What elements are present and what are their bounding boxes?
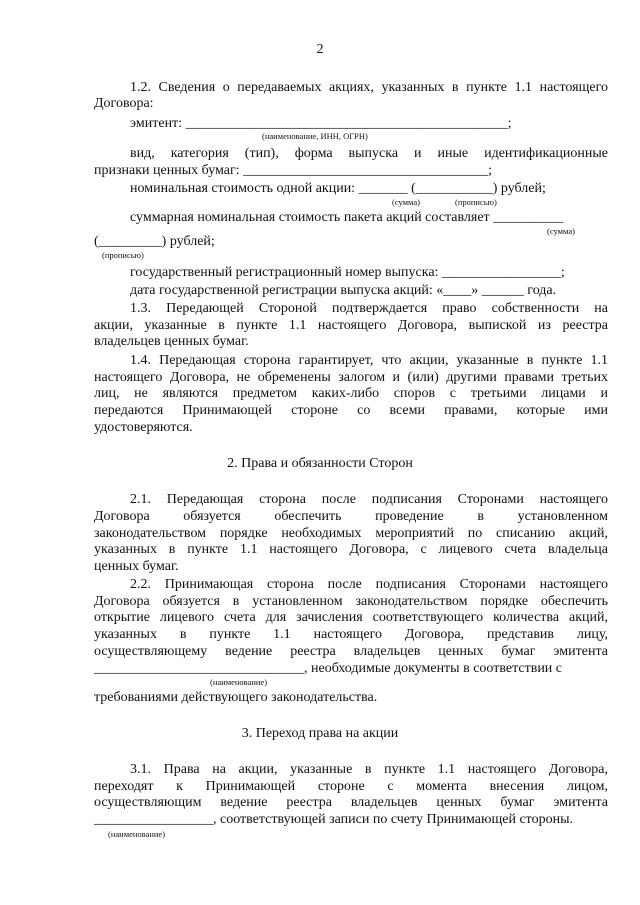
text-line: 1.3. Передающей Стороной подтверждается право собственности на: [130, 301, 608, 316]
text-line: 2.1. Передающая сторона после подписания Сторонами настоящего: [130, 492, 608, 507]
text-line: осуществляющему ведение реестра владельцев ценных бумаг эмитента: [94, 644, 608, 659]
text-line: требованиями действующего законодательства.: [94, 690, 378, 705]
text-line: суммарная номинальная стоимость пакета акций составляет __________: [130, 210, 564, 225]
text-line: Договора обязуется в установленном законодательством порядке обеспечить: [94, 594, 608, 609]
text-line: номинальная стоимость одной акции: _______ (___________) рублей;: [130, 181, 546, 196]
section-heading: 3. Переход права на акции: [241, 726, 399, 741]
text-line: указанных в пункте 1.1 настоящего Договора, с лицевого счета владельца: [94, 542, 608, 557]
text-line: 1.4. Передающая сторона гарантирует, что акции, указанные в пункте 1.1: [130, 353, 608, 368]
text-line: настоящего Договора, не обременены залогом и (или) другими правами третьих: [94, 370, 608, 385]
text-line: лиц, не являются предметом каких-либо споров с третьими лицами и: [94, 386, 608, 401]
text-line: ______________________________, необходимые документы в соответствии с: [94, 661, 563, 676]
text-line: ценных бумаг.: [94, 559, 179, 574]
text-line: владельцев ценных бумаг.: [94, 334, 249, 349]
text-line: указанных в пункте 1.1 настоящего Договора, представив лицу,: [94, 627, 608, 642]
section-heading: 2. Права и обязанности Сторон: [227, 456, 413, 471]
text-line: государственный регистрационный номер выпуска: _________________;: [130, 265, 565, 280]
text-line: осуществляющим ведение реестра владельцев ценных бумаг эмитента: [94, 795, 608, 810]
text-line: Договора обязуется обеспечить проведение в установленном: [94, 509, 608, 524]
page-number: 2: [316, 42, 324, 57]
text-line: признаки ценных бумаг: ___________________________________;: [94, 163, 493, 178]
text-line: 2.2. Принимающая сторона после подписания Сторонами настоящего: [130, 577, 608, 592]
text-line: передаются Принимающей стороне со всеми правами, которые ими: [94, 403, 608, 418]
text-line: эмитент: ______________________________________________;: [130, 116, 512, 131]
text-line: вид, категория (тип), форма выпуска и иные идентификационные: [130, 146, 608, 161]
text-line: (_________) рублей;: [94, 234, 215, 249]
text-line: удостоверяются.: [94, 420, 193, 435]
caption-words: (прописью): [102, 250, 144, 260]
text-line: дата государственной регистрации выпуска акций: «____» ______ года.: [130, 283, 557, 298]
text-line: 1.2. Сведения о передаваемых акциях, указанных в пункте 1.1 настоящего: [130, 80, 608, 95]
text-line: _________________, соответствующей записи по счету Принимающей стороны.: [94, 812, 574, 827]
caption-sum: (сумма): [547, 226, 575, 236]
text-line: законодательством порядке необходимых мероприятий по списанию акций,: [94, 526, 608, 541]
caption-words: (прописью): [455, 197, 497, 207]
text-line: Договора:: [94, 96, 154, 111]
caption-issuer: (наименование, ИНН, ОГРН): [262, 131, 368, 141]
text-line: переходят к Принимающей стороне с момента внесения лицом,: [94, 779, 608, 794]
text-line: акции, указанные в пункте 1.1 настоящего Договора, выпиской из реестра: [94, 318, 608, 333]
caption-name: (наименование): [210, 677, 268, 687]
text-line: открытие лицевого счета для зачисления соответствующего количества акций,: [94, 610, 608, 625]
text-line: 3.1. Права на акции, указанные в пункте 1.1 настоящего Договора,: [130, 762, 608, 777]
caption-sum: (сумма): [392, 197, 420, 207]
caption-name: (наименование): [108, 829, 166, 839]
